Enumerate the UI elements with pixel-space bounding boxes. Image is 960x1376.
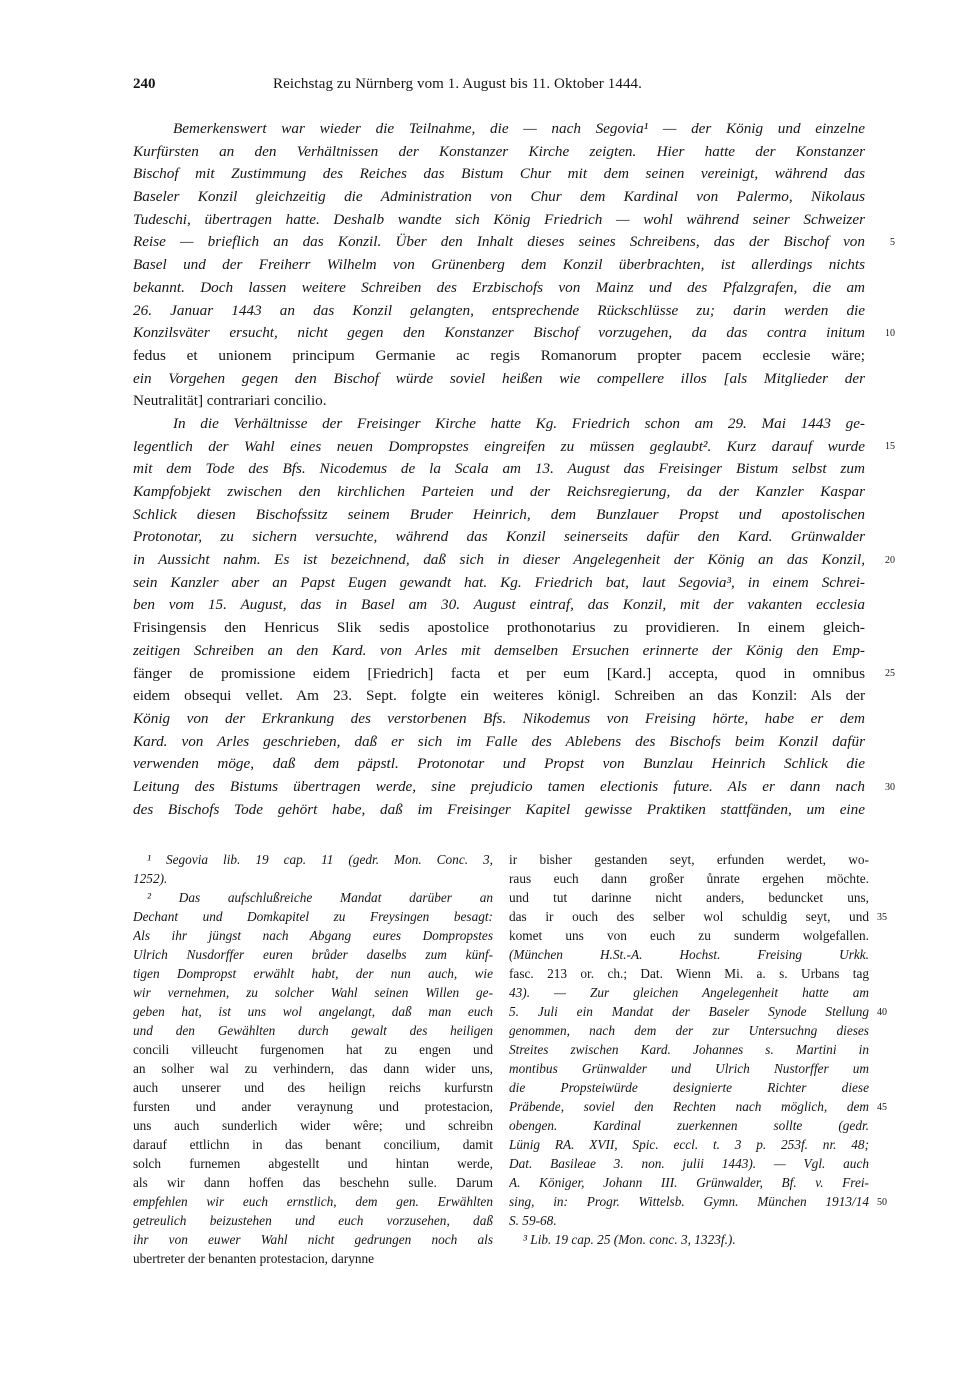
line-number: 10 [885, 328, 895, 339]
text-line: fedus et unionem principum Germanie ac regis Romanorum propter pacem ecclesie wäre; [133, 346, 865, 364]
line-number: 50 [877, 1197, 887, 1208]
text-line: Neutralität] contrariari concilio. [133, 392, 327, 410]
footnote-line: Präbende, soviel den Rechten nach möglich, dem [509, 1099, 869, 1114]
footnote-line: S. 59-68. [509, 1213, 557, 1228]
footnote-line: ubertreter der benanten protestacion, darynne [133, 1251, 375, 1266]
text-line: verwenden möge, daß dem päpstl. Protonotar und Propst von Bunzlau Heinrich Schlick die [133, 755, 865, 773]
running-title: Reichstag zu Nürnberg vom 1. August bis 11. Oktober 1444. [273, 76, 642, 92]
text-line: bekannt. Doch lassen weitere Schreiben des Erzbischofs von Mainz und des Pfalzgrafen, die am [133, 278, 865, 296]
text-line: mit dem Tode des Bfs. Nicodemus de la Scala am 13. August das Freisinger Bistum selbst zum [133, 460, 865, 478]
text-line: Kampfobjekt zwischen den kirchlichen Parteien und der Reichsregierung, da der Kanzler Kaspar [133, 483, 865, 500]
footnote-line: fasc. 213 or. ch.; Dat. Wienn Mi. a. s. Urbans tag [509, 966, 869, 981]
footnote-line: ir bisher gestanden seyt, erfunden werdet, wo- [509, 852, 869, 867]
footnote-line: darauf ettlichn in das benant concilium, damit [133, 1137, 493, 1152]
text-line: legentlich der Wahl eines neuen Dompropstes eingreifen zu müssen geglaubt². Kurz darauf wurde [133, 437, 865, 455]
text-line: zeitigen Schreiben an den Kard. von Arles mit demselben Ersuchen erinnerte der König den Emp- [133, 641, 865, 659]
footnote-line: raus euch dann großer ůnrate ergehen möchte. [509, 871, 869, 886]
text-line: sein Kanzler aber an Papst Eugen gewandt hat. Kg. Friedrich bat, laut Segovia³, in einem Schrei- [133, 573, 865, 591]
footnotes-right-column [509, 850, 887, 1249]
footnote-line: und tut darinne nicht anders, beduncket uns, [509, 890, 869, 905]
text-line: Reise — brieflich an das Konzil. Über den Inhalt dieses seines Schreibens, das der Bischof von [133, 233, 865, 251]
footnote-line: an solher wal zu verhindern, das dann wider uns, [133, 1061, 493, 1076]
footnote-line: tigen Dompropst erwählt habt, der nun auch, wie [133, 966, 493, 981]
text-line: Bemerkenswert war wieder die Teilnahme, die — nach Segovia¹ — der König und einzelne [173, 120, 865, 137]
footnote-line: (München H.St.-A. Hochst. Freising Urkk. [509, 947, 869, 962]
text-line: Frisingensis den Henricus Slik sedis apostolice prothonotarius zu providieren. In einem gleich- [133, 619, 865, 637]
footnote-line: als wir dann hoffen das beschehn sulle. Darum [133, 1175, 493, 1190]
footnote-line: Dat. Basileae 3. non. julii 1443). — Vgl. auch [509, 1156, 869, 1171]
footnote-line: Streites zwischen Kard. Johannes s. Martini in [509, 1042, 869, 1057]
text-line: ben vom 15. August, das in Basel am 30. August eintraf, das Konzil, mit der vakanten ecclesia [133, 596, 865, 614]
text-line: Konzilsväter ersucht, nicht gegen den Konstanzer Bischof vorzugehen, da das contra initum [133, 324, 865, 342]
footnote-line: auch unserer und des heilign reichs kurfurstn [133, 1080, 493, 1095]
main-text [133, 118, 895, 821]
text-line: Baseler Konzil gleichzeitig die Administration von Chur dem Kardinal von Palermo, Nikolaus [133, 188, 865, 206]
footnote-line: ³ Lib. 19 cap. 25 (Mon. conc. 3, 1323f.). [523, 1232, 736, 1247]
footnote-line: concili villeucht furgenomen hat zu engen und [133, 1042, 493, 1057]
footnote-line: 1252). [133, 871, 168, 886]
text-line: In die Verhältnisse der Freisinger Kirche hatte Kg. Friedrich schon am 29. Mai 1443 ge- [173, 414, 865, 432]
line-number: 15 [885, 441, 895, 452]
footnote-line: wir vernehmen, zu solcher Wahl seinen Willen ge- [133, 985, 493, 1000]
line-number: 30 [885, 782, 895, 793]
footnote-line: empfehlen wir euch ernstlich, dem gen. Erwählten [133, 1194, 493, 1209]
page-number: 240 [133, 76, 156, 92]
footnote-line: getreulich beizustehen und euch vorzusehen, daß [133, 1213, 493, 1228]
text-line: in Aussicht nahm. Es ist bezeichnend, daß sich in dieser Angelegenheit der König an das Konzil, [133, 551, 865, 569]
footnote-line: genommen, nach dem der zur Untersuchng dieses [509, 1023, 869, 1038]
footnote-line: ¹ Segovia lib. 19 cap. 11 (gedr. Mon. Conc. 3, [147, 852, 493, 867]
text-line: Kurfürsten an den Verhältnissen der Konstanzer Kirche zeigten. Hier hatte der Konstanzer [133, 142, 865, 160]
footnotes-left-column [133, 850, 493, 1268]
text-line: König von der Erkrankung des verstorbenen Bfs. Nikodemus von Freising hörte, habe er dem [133, 709, 865, 727]
footnote-line: Ulrich Nusdorffer euren brůder daselbs zum künf- [133, 947, 493, 962]
footnote-line: geben hat, ist uns wol angelangt, daß man euch [133, 1004, 493, 1019]
text-line: Bischof mit Zustimmung des Reiches das Bistum Chur mit dem seinen vereinigt, während das [133, 165, 865, 183]
footnote-line: Dechant und Domkapitel zu Freysingen besagt: [133, 909, 493, 924]
line-number: 40 [877, 1007, 887, 1018]
text-line: eidem obsequi vellet. Am 23. Sept. folgte ein weiteres königl. Schreiben an das Konzil: Als der [133, 687, 865, 705]
footnote-line: ihr von euwer Wahl nicht gedrungen noch als [133, 1232, 493, 1247]
footnote-line: das ir ouch des selber wol schuldig seyt, und [509, 909, 869, 924]
footnote-line: und den Gewählten durch gewalt des heiligen [133, 1023, 493, 1038]
footnote-line: solch furnemen abgestellt und hintan werde, [133, 1156, 493, 1171]
text-line: Kard. von Arles geschrieben, daß er sich im Falle des Ablebens des Bischofs beim Konzil dafür [133, 732, 865, 750]
line-number: 5 [890, 237, 895, 248]
page-header [133, 76, 863, 100]
text-line: Basel und der Freiherr Wilhelm von Grünenberg dem Konzil überbrachten, ist allerdings nichts [133, 256, 865, 274]
footnote-line: Als ihr jüngst nach Abgang eures Dompropstes [133, 928, 493, 943]
footnote-line: 5. Juli ein Mandat der Baseler Synode Stellung [509, 1004, 869, 1019]
footnote-line: uns auch sunderlich wider wêre; und schreibn [133, 1118, 493, 1133]
text-line: Tudeschi, übertragen hatte. Deshalb wandte sich König Friedrich — wohl während seiner Schweizer [133, 210, 865, 228]
footnote-line: komet uns von euch zu sunderm wolgefallen. [509, 928, 869, 943]
line-number: 35 [877, 912, 887, 923]
text-line: Schlick diesen Bischofssitz seinem Bruder Heinrich, dem Bunzlauer Propst und apostolischen [133, 505, 865, 523]
text-line: 26. Januar 1443 an das Konzil gelangten, entsprechende Rückschlüsse zu; darin werden die [133, 301, 865, 319]
footnote-line: die Propsteiwürde designierte Richter diese [509, 1080, 869, 1095]
line-number: 45 [877, 1102, 887, 1113]
text-line: ein Vorgehen gegen den Bischof würde soviel heißen wie compellere illos [als Mitglieder der [133, 369, 865, 387]
footnote-line: A. Königer, Johann III. Grünwalder, Bf. v. Frei- [509, 1175, 869, 1190]
footnote-line: 43). — Zur gleichen Angelegenheit hatte am [509, 985, 869, 1000]
footnote-line: ² Das aufschlußreiche Mandat darüber an [147, 890, 493, 905]
text-line: Protonotar, zu sichern versuchte, während das Konzil seinerseits dafür den Kard. Grünwalder [133, 528, 865, 546]
line-number: 20 [885, 555, 895, 566]
text-line: fänger de promissione eidem [Friedrich] facta et per eum [Kard.] accepta, quod in omnibus [133, 664, 865, 682]
footnote-line: fursten und ander veraynung und protestacion, [133, 1099, 493, 1114]
footnote-line: montibus Grünwalder und Ulrich Nustorffer um [509, 1061, 869, 1076]
text-line: des Bischofs Tode gehört habe, daß im Freisinger Kapitel gewisse Praktiken stattfänden, um eine [133, 800, 865, 818]
line-number: 25 [885, 668, 895, 679]
footnote-line: sing, in: Progr. Wittelsb. Gymn. München 1913/14 [509, 1194, 869, 1209]
text-line: Leitung des Bistums übertragen werde, sine prejudicio tamen electionis future. Als er dann nach [133, 777, 865, 795]
footnote-line: obengen. Kardinal zuerkennen sollte (gedr. [509, 1118, 869, 1133]
footnote-line: Lünig RA. XVII, Spic. eccl. t. 3 p. 253f. nr. 48; [509, 1137, 869, 1152]
